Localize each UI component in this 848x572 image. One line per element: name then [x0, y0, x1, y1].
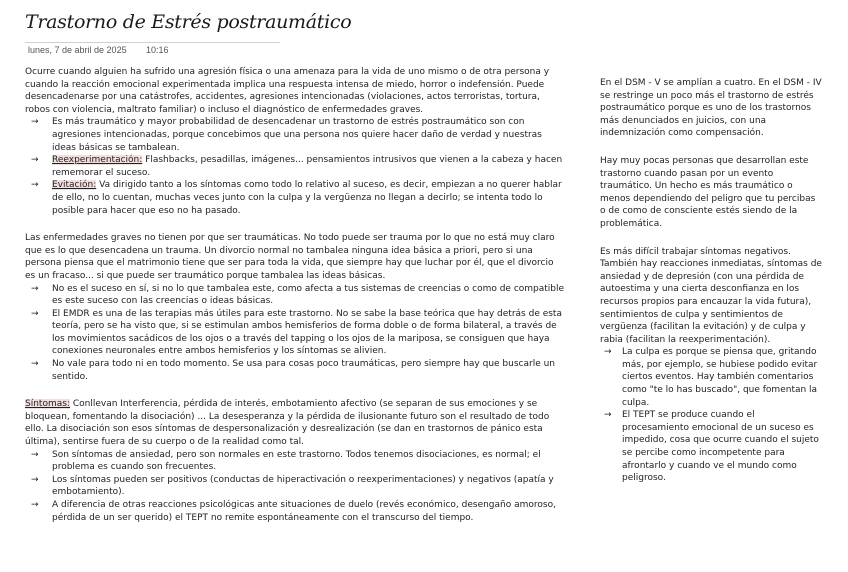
- list-item: [25, 358, 565, 383]
- list-item-text: Va dirigido tanto a los síntomas como todo lo relativo al suceso, es decir, empiezan a no querer hablar de ello, no lo cuentan, muchas veces junto con la culpa y la vergüenza no llegan a decirlo; se intenta todo lo posible para hacer que eso no ha pasado.: [52, 180, 562, 216]
- list-item: [25, 179, 565, 217]
- list-item: [600, 409, 822, 485]
- paragraph-intro: Ocurre cuando alguien ha sufrido una agresión física o una amenaza para la vida de uno mismo o de otra persona y cuando la reacción emocional experimentada implica una respuesta intensa de miedo, horror o indefensión. Puede desencadenarse por una catástrofes, accidentes, agresiones intencionadas (violaciones, actos terroristas, tortura, robos con violencia, maltrato familiar) o incluso el diagnóstico de enfermedades graves.: [25, 67, 550, 115]
- list-item-text: No vale para todo ni en todo momento. Se usa para cosas poco traumáticas, pero siempre hay que buscarle un sentido.: [52, 359, 556, 382]
- side-text-block[interactable]: [600, 77, 822, 485]
- list-item-text: Los síntomas pueden ser positivos (conductas de hiperactivación o reexperimentaciones) y negativos (apatía y embotamiento).: [52, 474, 554, 498]
- arrow-bullet-icon: →: [31, 308, 39, 319]
- arrow-bullet-icon: →: [31, 449, 39, 460]
- highlight-sintomas: Síntomas:: [25, 399, 70, 410]
- arrow-bullet-icon: →: [31, 180, 39, 191]
- list-item-text: El EMDR es una de las terapias más útiles para este trastorno. No se sabe la base teórica que hay detrás de esta teoría, pero se ha visto que, si se estimulan ambos hemisferios de forma doble o de forma bilateral, a través de los movimientos sacádicos de los ojos o a través del tapping o los ojos de la mariposa, se consiguen que haya conexiones neuronales entre ambos hemisferios y los síntomas se alivien.: [52, 308, 562, 357]
- list-item-text: Flashbacks, pesadillas, imágenes... pensamientos intrusivos que vienen a la cabeza y hacen rememorar el suceso.: [52, 155, 563, 178]
- paragraph-dsm: En el DSM - V se amplían a cuatro. En el DSM - IV se restringe un poco más el trastorno de estrés postraumático porque es uno de los trastornos más denunciados en juicios, con una indemnización como compensación.: [600, 78, 822, 139]
- highlight-reexperimentacion: Reexperimentación:: [52, 155, 143, 166]
- page-title: Trastorno de Estrés postraumático: [25, 11, 352, 33]
- list-item: [25, 499, 565, 524]
- list-item: [25, 283, 565, 308]
- list-item-text: Es más traumático y mayor probabilidad de desencadenar un trastorno de estrés postraumático son con agresiones intencionadas, porque concebimos que una persona nos quiere hacer daño de verdad y nuestras ideas básicas se tambalean.: [52, 117, 542, 153]
- paragraph-sintomas-negativos: Es más difícil trabajar síntomas negativos. También hay reacciones inmediatas, síntomas de ansiedad y de depresión (con una pérdida de autoestima y una cierta desconfianza en los recursos propios para encauzar la vida futura), sentimientos de culpa y sentimientos de vergüenza (facilitan la evitación) y de culpa y rabia (facilitan la reexperimentación).: [600, 246, 822, 345]
- list-item: [600, 346, 822, 409]
- list-item-text: La culpa es porque se piensa que, gritando más, por ejemplo, se hubiese podido evitar ciertos eventos. Hay también comentarios como "te lo has buscado", que fomentan la culpa.: [622, 347, 818, 408]
- list-item: [25, 308, 565, 358]
- title-divider: [25, 42, 280, 43]
- list-item-text: Son síntomas de ansiedad, pero son normales en este trastorno. Todos tenemos disociaciones, es normal; el problema es cuando son frecuentes.: [52, 449, 541, 473]
- highlight-evitacion: Evitación:: [52, 180, 97, 191]
- list-item-text: No es el suceso en sí, si no lo que tambalea este, como afecta a tus sistemas de creencias o como de compatible es este suceso con las creencias o ideas básicas.: [52, 283, 565, 307]
- arrow-bullet-icon: →: [31, 155, 39, 166]
- arrow-bullet-icon: →: [31, 117, 39, 128]
- list-item: [25, 449, 565, 474]
- main-text-block[interactable]: [25, 66, 565, 524]
- arrow-bullet-icon: →: [604, 347, 612, 358]
- note-date: lunes, 7 de abril de 2025: [28, 45, 127, 55]
- arrow-bullet-icon: →: [31, 500, 39, 510]
- list-item: [25, 474, 565, 499]
- paragraph-enfermedades: Las enfermedades graves no tienen por que ser traumáticas. No todo puede ser trauma por lo que no está muy claro que es lo que desencadena un trauma. Un divorcio normal no tambalea ninguna idea básica a priori, pero si una persona piensa que el matrimonio tiene que ser para toda la vida, que siempre hay que luchar por él, que el divorcio es un fracaso... si que puede ser traumático porque tambalea las ideas básicas.: [25, 233, 555, 281]
- arrow-bullet-icon: →: [604, 410, 612, 421]
- arrow-bullet-icon: →: [31, 359, 39, 370]
- arrow-bullet-icon: →: [31, 474, 39, 485]
- list-item-text: El TEPT se produce cuando el procesamiento emocional de un suceso es impedido, cosa que ocurre cuando el sujeto se percibe como incompetente para afrontarlo y cuando ve el mundo como peligroso.: [622, 410, 819, 484]
- paragraph-pocas-personas: Hay muy pocas personas que desarrollan este trastorno cuando pasan por un evento traumático. Un hecho es más traumático o menos dependiendo del peligro que tu percibas o de como de consciente estés siendo de la problemática.: [600, 155, 816, 229]
- arrow-bullet-icon: →: [31, 283, 39, 294]
- list-item: [25, 154, 565, 179]
- list-item-text: A diferencia de otras reacciones psicológicas ante situaciones de duelo (revés económico, desengaño amoroso, pérdida de un ser querido) el TEPT no remite espontáneamente con el transcurso del tiempo.: [52, 500, 556, 523]
- list-item: [25, 116, 565, 154]
- note-time: 10:16: [146, 45, 169, 55]
- paragraph-sintomas: Síntomas: Conllevan Interferencia, pérdida de interés, embotamiento afectivo (se separan de sus emociones y se bloquean, fomentando la disociación) ... La desesperanza y la pérdida de ilusionante futuro son el resultado de todo ello. La disociación son esos síntomas de despersonalización y desrealización (se dan en trastornos de pánico esta última), sentirse fuera de su cuerpo o de la realidad como tal.: [25, 399, 550, 448]
